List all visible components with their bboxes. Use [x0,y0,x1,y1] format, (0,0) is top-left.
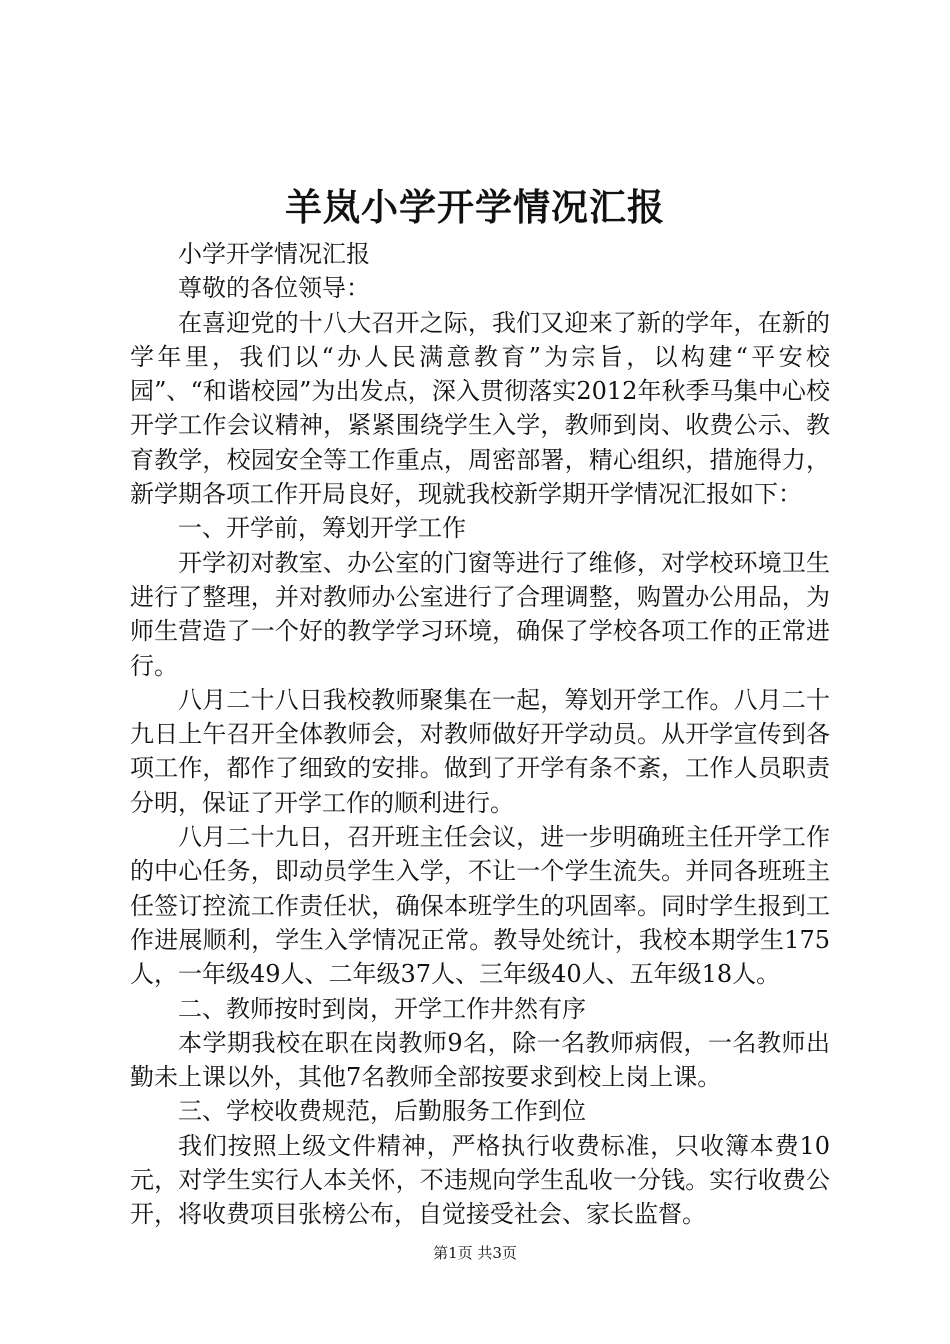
section-heading-3: 三、学校收费规范，后勤服务工作到位 [178,1097,586,1126]
document-title: 羊岚小学开学情况汇报 [285,185,665,229]
document-body [130,237,830,1232]
paragraph-subtitle: 小学开学情况汇报 [178,240,370,268]
page-number-footer: 第1页 共3页 [433,1244,517,1262]
paragraph-body: 八月二十八日我校教师聚集在一起，筹划开学工作。八月二十九日上午召开全体教师会，对教师做好开学动员。从开学宣传到各项工作，都作了细致的安排。做到了开学有条不紊，工作人员职责分明，保证了开学工作的顺利进行。 [130,685,830,817]
paragraph-intro: 在喜迎党的十八大召开之际，我们又迎来了新的学年，在新的学年里，我们以“办人民满意教育”为宗旨，以构建“平安校园”、“和谐校园”为出发点，深入贯彻落实2012年秋季马集中心校开学工作会议精神，紧紧围绕学生入学，教师到岗、收费公示、教育教学，校园安全等工作重点，周密部署，精心组织，措施得力，新学期各项工作开局良好，现就我校新学期开学情况汇报如下： [130,308,830,509]
paragraph-body: 我们按照上级文件精神，严格执行收费标准，只收簿本费10元，对学生实行人本关怀，不违规向学生乱收一分钱。实行收费公开，将收费项目张榜公布，自觉接受社会、家长监督。 [130,1131,830,1229]
section-heading-1: 一、开学前，筹划开学工作 [178,514,466,543]
paragraph-body: 开学初对教室、办公室的门窗等进行了维修，对学校环境卫生进行了整理，并对教师办公室进行了合理调整，购置办公用品，为师生营造了一个好的教学学习环境，确保了学校各项工作的正常进行。 [130,548,830,680]
paragraph-body: 本学期我校在职在岗教师9名，除一名教师病假，一名教师出勤未上课以外，其他7名教师全部按要求到校上岗上课。 [130,1028,830,1092]
paragraph-salutation: 尊敬的各位领导： [178,274,370,303]
section-heading-2: 二、教师按时到岗，开学工作井然有序 [178,994,586,1023]
paragraph-body: 八月二十九日，召开班主任会议，进一步明确班主任开学工作的中心任务，即动员学生入学，不让一个学生流失。并同各班班主任签订控流工作责任状，确保本班学生的巩固率。同时学生报到工作进展顺利，学生入学情况正常。教导处统计，我校本期学生175人，一年级49人、二年级37人、三年级40人、五年级18人。 [130,823,830,989]
